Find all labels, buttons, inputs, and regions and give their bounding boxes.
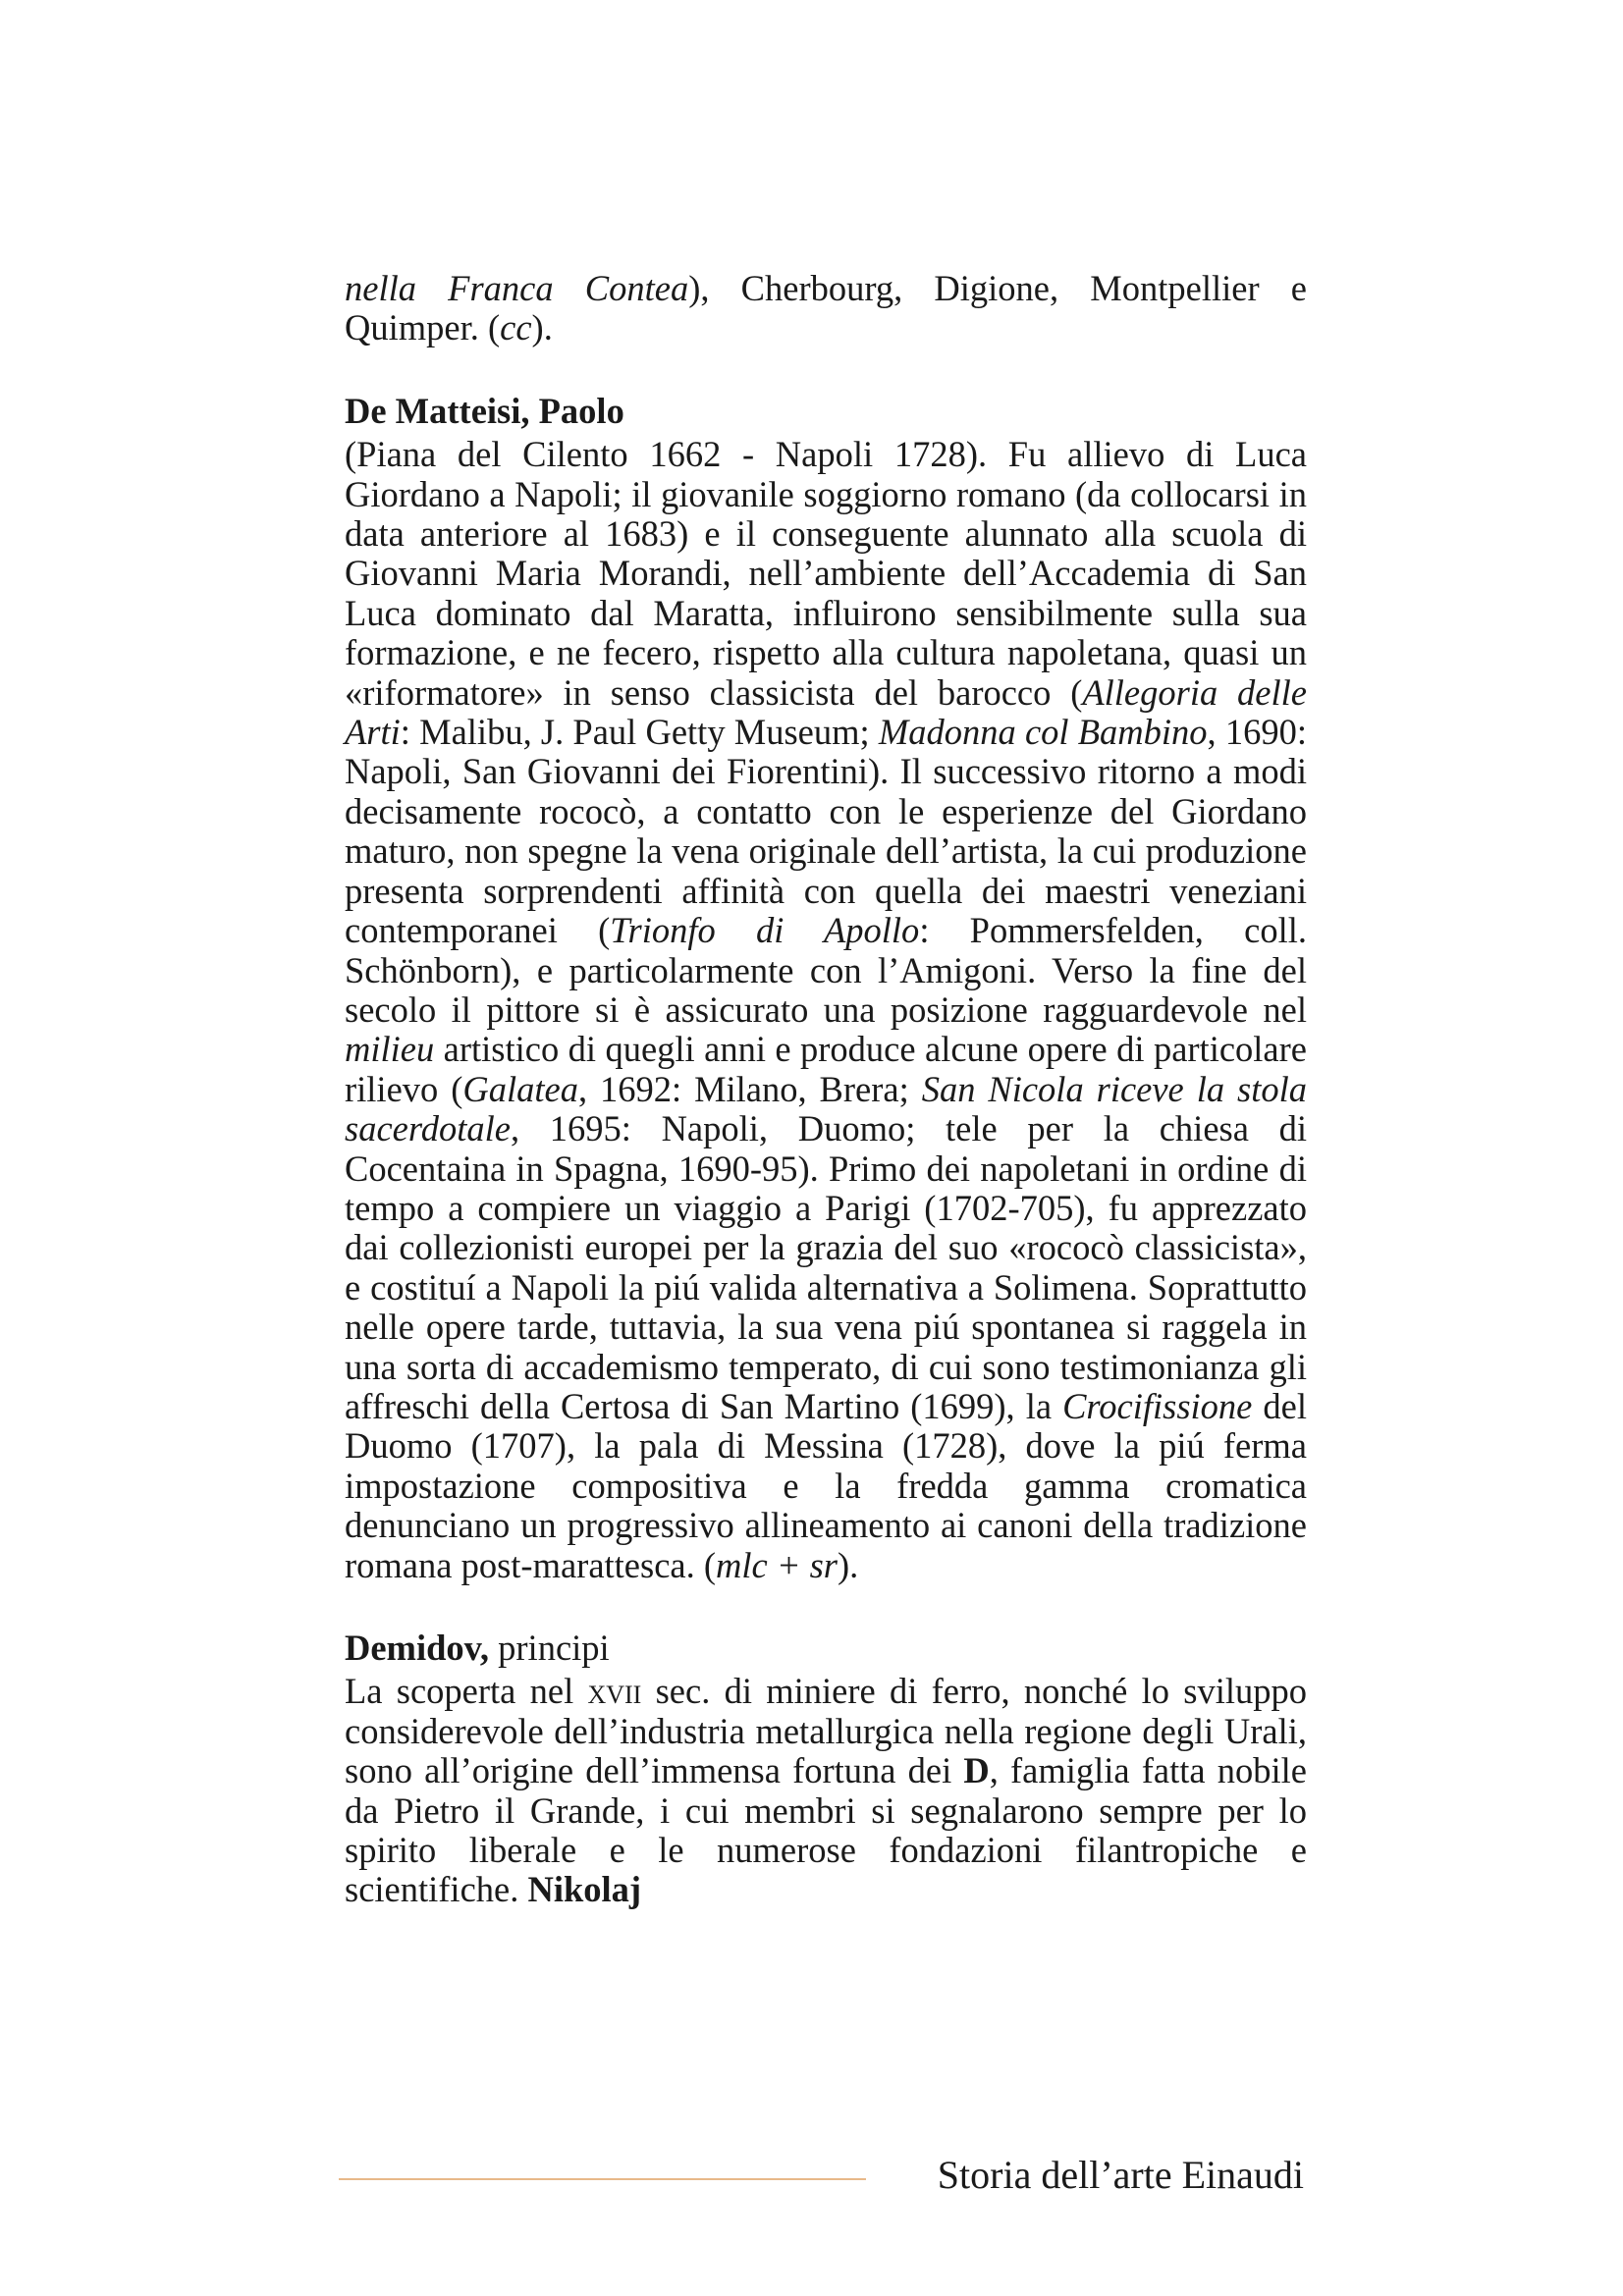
- body-text: ).: [531, 307, 553, 348]
- artwork-title: San Nicola riceve la stola sacerdotale: [345, 1068, 1307, 1149]
- body-text: , 1690: Napoli, San Giovanni dei Fiorentini). Il successivo ritorno a modi decisamente rococò, a contatto con le esperienze del Giordano maturo, non spegne la vena originale dell’artista, la cui produzione presenta sorprendenti affinità con quella dei maestri veneziani contemporanei (: [345, 712, 1308, 951]
- name-abbreviation: D: [963, 1750, 990, 1791]
- body-text: , famiglia fatta nobile da Pietro il Grande, i cui membri si segnalarono sempre per lo spirito liberale e le numerose fondazioni filantropiche e scientifiche.: [345, 1750, 1307, 1910]
- heading-name: Demidov,: [345, 1628, 490, 1668]
- heading-qualifier: principi: [489, 1628, 610, 1668]
- artwork-title: Galatea: [462, 1068, 578, 1109]
- footer-title: Storia dell’arte Einaudi: [937, 2153, 1304, 2197]
- body-text: : Pommersfelden, coll. Schönborn), e particolarmente con l’Amigoni. Verso la fine del secolo il pittore si è assicurato una posizione ragguardevole nel: [345, 910, 1307, 1030]
- entry-heading: [345, 1629, 1307, 1668]
- entry-body: [345, 1672, 1307, 1909]
- body-text: : Malibu, J. Paul Getty Museum;: [400, 712, 879, 753]
- author-signature: cc: [500, 307, 532, 348]
- continuation-paragraph: [345, 269, 1307, 348]
- italic-term: milieu: [345, 1029, 435, 1070]
- body-text: , 1695: Napoli, Duomo; tele per la chiesa di Cocentaina in Spagna, 1690-95). Primo dei napoletani in ordine di tempo a compiere un viaggio a Parigi (1702-705), fu apprezzato dai collezionisti europei per la grazia del suo «rococò classicista», e costituí a Napoli la piú valida alternativa a Solimena. Soprattutto nelle opere tarde, tuttavia, la sua vena piú spontanea si raggela in una sorta di accademismo temperato, di cui sono testimonianza gli affreschi della Certosa di San Martino (1699), la: [345, 1108, 1307, 1426]
- artwork-title: Allegoria delle Arti: [345, 671, 1307, 753]
- entry-de-matteisi: [345, 392, 1307, 1585]
- italic-text: nella Franca Contea: [345, 268, 689, 308]
- text-column: [345, 269, 1307, 1953]
- author-signature: mlc + sr: [716, 1544, 839, 1585]
- footer-rule: [339, 2178, 866, 2180]
- century-numeral: xvii: [587, 1671, 642, 1712]
- body-text: ), Cherbourg, Digione, Montpellier e Quimper. (: [345, 268, 1307, 348]
- artwork-title: Madonna col Bambino: [878, 712, 1208, 753]
- entry-body: [345, 435, 1307, 1585]
- artwork-title: Trionfo di Apollo: [610, 910, 920, 951]
- body-text: La scoperta nel: [345, 1671, 588, 1712]
- person-name: Nikolaj: [527, 1869, 642, 1910]
- body-text: , 1692: Milano, Brera;: [577, 1068, 922, 1109]
- body-text: ).: [838, 1544, 859, 1585]
- entry-demidov: [345, 1629, 1307, 1910]
- body-text: (Piana del Cilento 1662 - Napoli 1728). Fu allievo di Luca Giordano a Napoli; il giovanile soggiorno romano (da collocarsi in data anteriore al 1683) e il conseguente alunnato alla scuola di Giovanni Maria Morandi, nell’ambiente dell’Accademia di San Luca dominato dal Maratta, influirono sensibilmente sulla sua formazione, e ne fecero, rispetto alla cultura napoletana, quasi un «riformatore» in senso classicista del barocco (: [345, 434, 1307, 713]
- body-text: artistico di quegli anni e produce alcune opere di particolare rilievo (: [345, 1029, 1307, 1109]
- artwork-title: Crocifissione: [1062, 1385, 1253, 1426]
- entry-heading: De Matteisi, Paolo: [345, 390, 624, 431]
- body-text: sec. di miniere di ferro, nonché lo sviluppo considerevole dell’industria metallurgica nella regione degli Urali, sono all’origine dell’immensa fortuna dei: [345, 1671, 1307, 1791]
- body-text: del Duomo (1707), la pala di Messina (1728), dove la piú ferma impostazione compositiva e la fredda gamma cromatica denunciano un progressivo allineamento ai canoni della tradizione romana post-marattesca. (: [345, 1385, 1307, 1585]
